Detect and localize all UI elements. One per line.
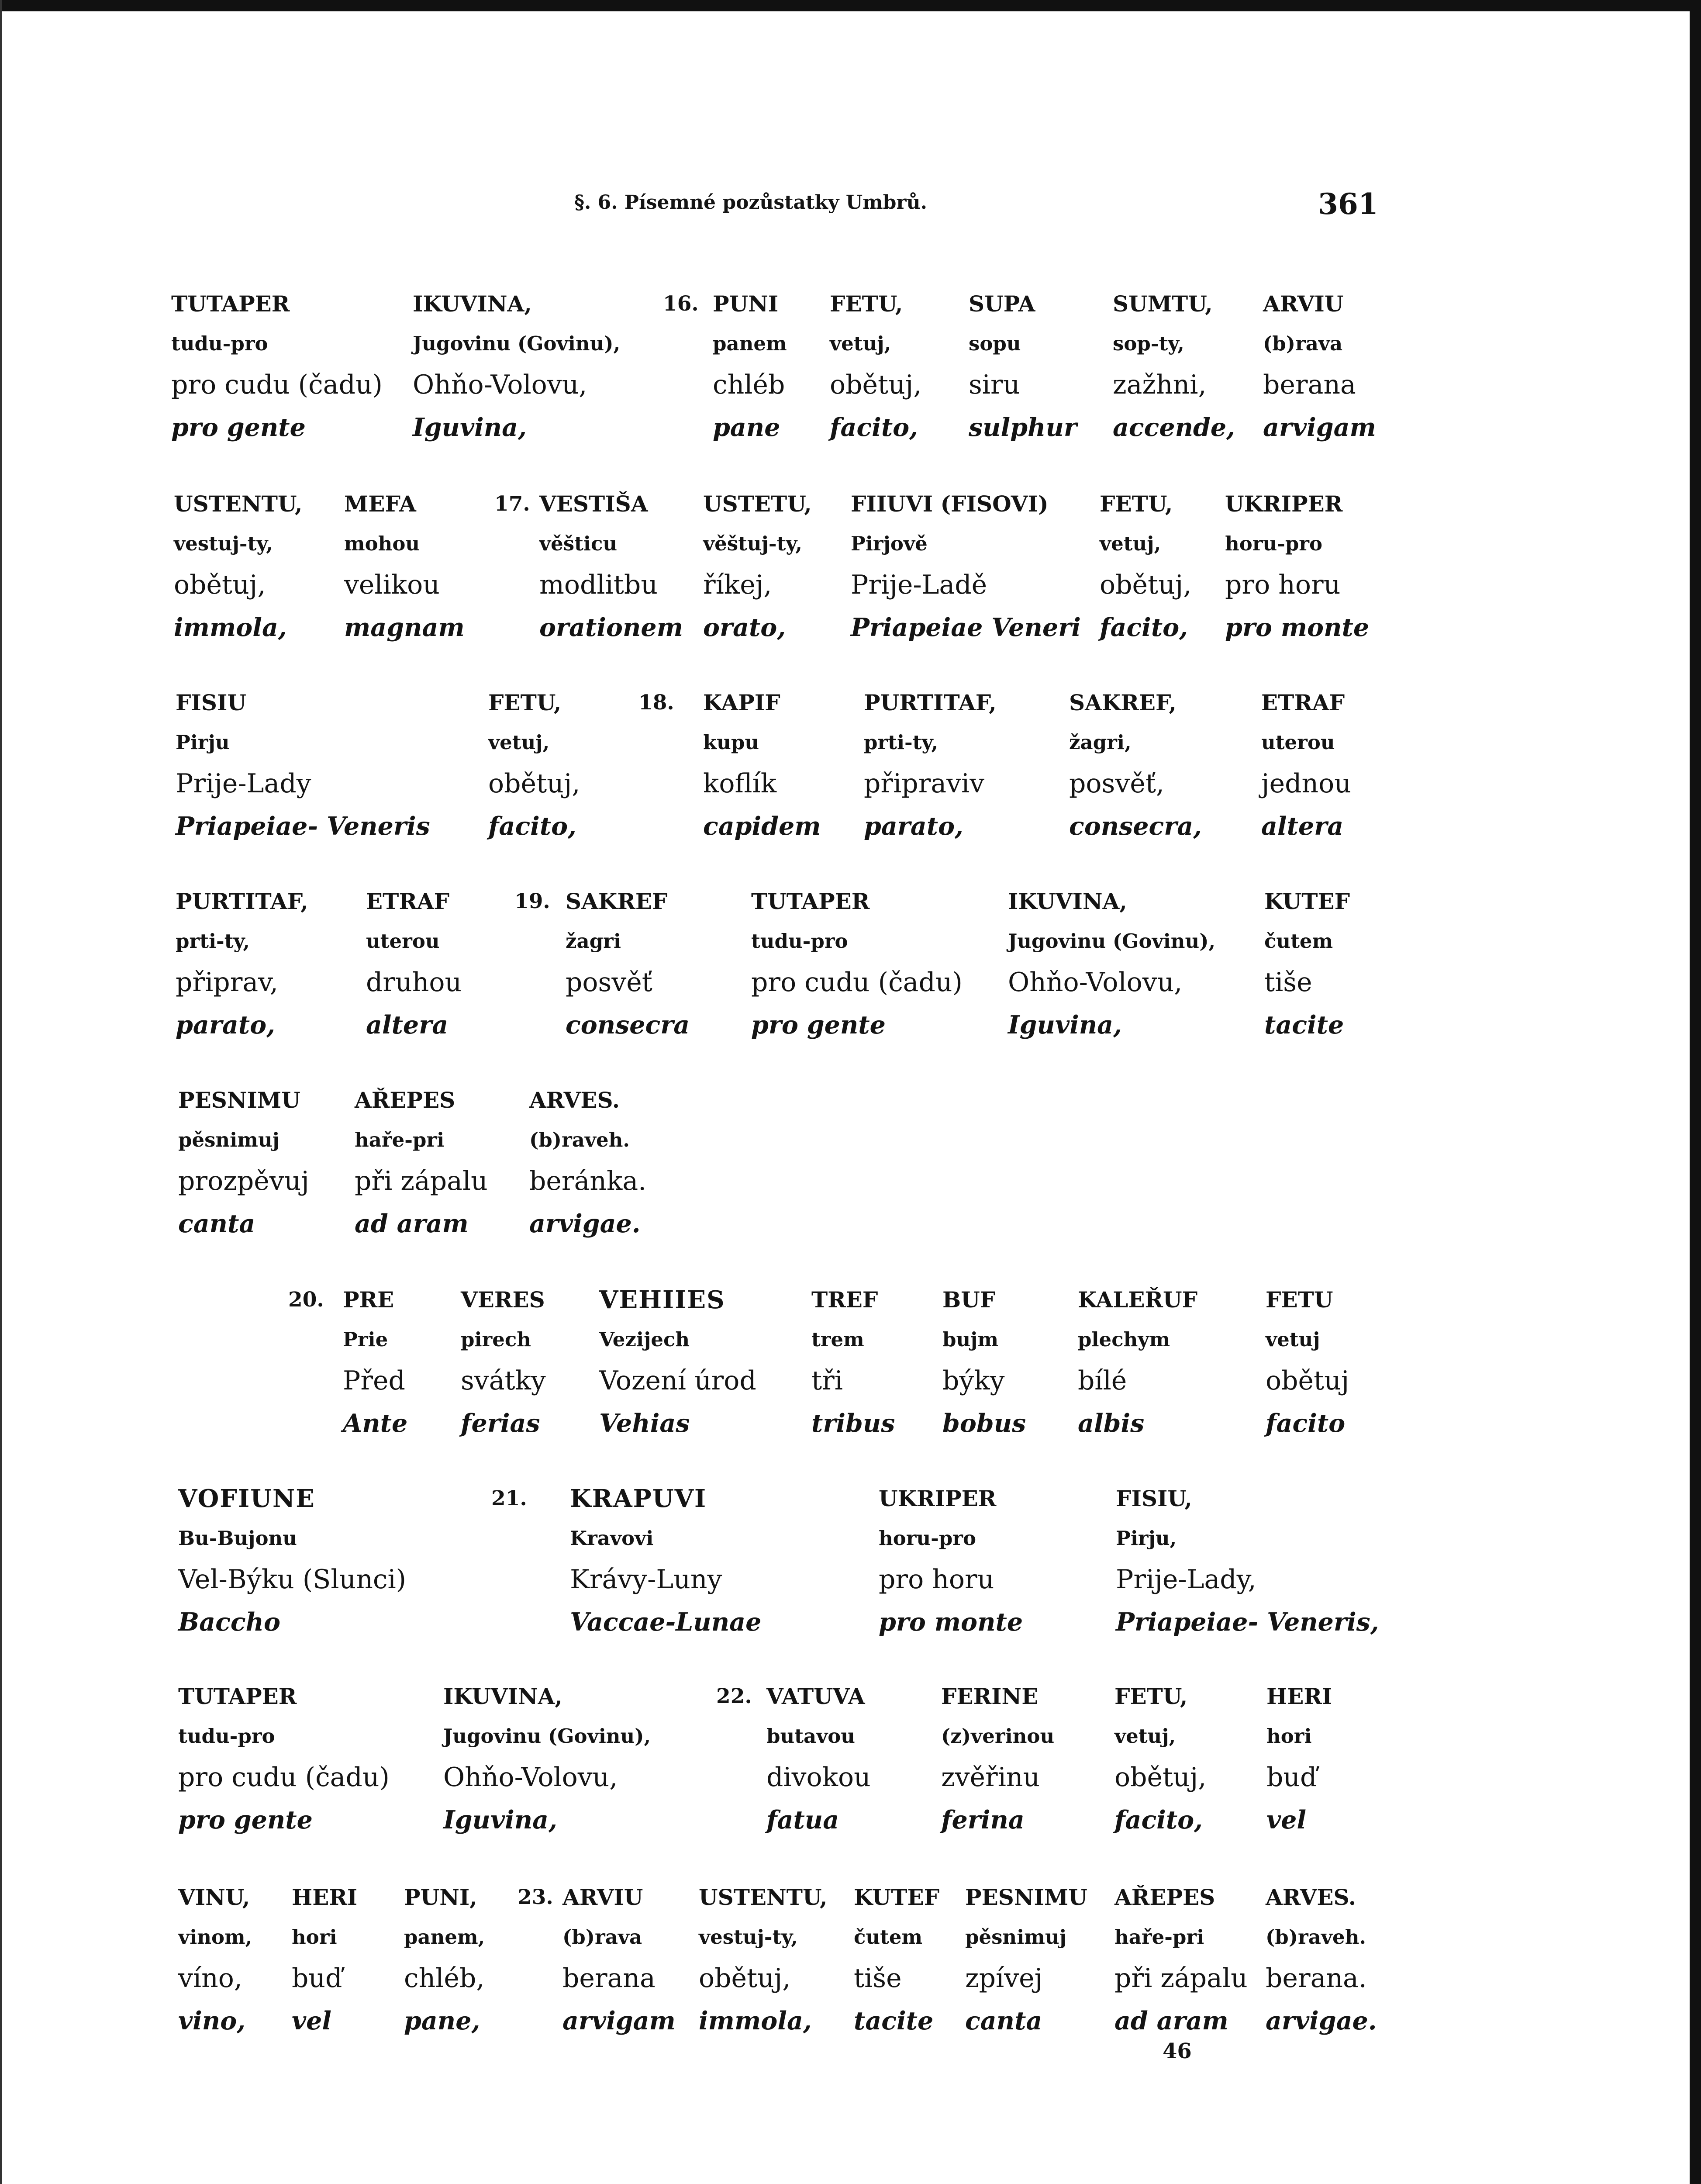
umbrian-word: FETU, (488, 690, 562, 715)
umbrian-word: VERES (461, 1287, 545, 1313)
czech-translation: obětuj, (1100, 570, 1192, 600)
gloss-column (176, 683, 430, 848)
transliteration: Pirju (176, 731, 230, 754)
gloss-column (488, 683, 580, 848)
umbrian-word: USTENTU, (174, 491, 303, 517)
latin-translation: canta (965, 2006, 1042, 2035)
gloss-column (1078, 1280, 1197, 1445)
gloss-column (344, 484, 465, 649)
czech-translation: buď (1266, 1762, 1317, 1793)
transliteration: žagri, (1069, 731, 1132, 754)
gloss-column (1266, 1280, 1349, 1445)
czech-translation: Prije-Ladě (851, 570, 987, 600)
umbrian-word: IKUVINA, (1008, 888, 1127, 914)
transliteration: tudu-pro (178, 1724, 275, 1748)
transliteration: pirech (461, 1328, 531, 1351)
czech-translation: při zápalu (1114, 1963, 1248, 1994)
gloss-column (942, 1280, 1026, 1445)
umbrian-word: VATUVA (766, 1683, 865, 1709)
latin-translation: facito, (1100, 613, 1188, 642)
umbrian-word: PUNI (713, 291, 779, 317)
latin-translation: ad aram (1114, 2006, 1228, 2035)
transliteration: (b)rava (562, 1925, 642, 1949)
transliteration: panem, (404, 1925, 485, 1949)
gloss-column (1069, 683, 1202, 848)
latin-translation: pro monte (1225, 613, 1370, 642)
latin-translation: ferias (461, 1409, 540, 1438)
latin-translation: Iguvina, (443, 1805, 557, 1835)
latin-translation: magnam (344, 613, 465, 642)
latin-translation: Vaccae-Lunae (570, 1607, 762, 1637)
umbrian-word: VOFIUNE (178, 1484, 315, 1513)
transliteration: hori (292, 1925, 337, 1949)
latin-translation: arvigam (562, 2006, 676, 2035)
czech-translation: připrav, (176, 967, 278, 998)
latin-translation: consecra (566, 1010, 690, 1040)
latin-translation: Ante (343, 1409, 408, 1438)
umbrian-word: FERINE (941, 1683, 1039, 1709)
umbrian-word: USTENTU, (699, 1884, 828, 1910)
latin-translation: orato, (703, 613, 786, 642)
gloss-column (343, 1280, 407, 1445)
gloss-column (404, 1877, 485, 2042)
czech-translation: berana (562, 1963, 656, 1994)
transliteration: uterou (1261, 731, 1335, 754)
czech-translation: svátky (461, 1365, 546, 1396)
czech-translation: pro horu (1225, 570, 1341, 600)
gloss-column (292, 1877, 357, 2042)
czech-translation: posvěť, (1069, 768, 1164, 799)
transliteration: vestuj-ty, (699, 1925, 798, 1949)
umbrian-word: TUTAPER (171, 291, 290, 317)
latin-translation: Baccho (178, 1607, 280, 1637)
latin-translation: vel (1266, 1805, 1307, 1835)
umbrian-word: TREF (811, 1287, 878, 1313)
umbrian-word: IKUVINA, (443, 1683, 562, 1709)
czech-translation: obětuj, (830, 370, 922, 400)
transliteration: mohou (344, 532, 420, 555)
czech-translation: Ohňo-Volovu, (443, 1762, 618, 1793)
czech-translation: berana (1263, 370, 1356, 400)
gloss-column (178, 1479, 406, 1644)
latin-translation: ferina (941, 1805, 1025, 1835)
gloss-column (570, 1479, 761, 1644)
umbrian-word: FETU, (1114, 1683, 1188, 1709)
umbrian-word: KUTEF (1264, 888, 1350, 914)
transliteration: tudu-pro (751, 930, 848, 953)
transliteration: uterou (366, 930, 440, 953)
gloss-column (766, 1676, 871, 1842)
latin-translation: accende, (1113, 413, 1235, 442)
latin-translation: parato, (176, 1010, 275, 1040)
transliteration: Jugovinu (Govinu), (1008, 930, 1216, 953)
umbrian-word: PURTITAF, (176, 888, 308, 914)
umbrian-word: FETU (1266, 1287, 1333, 1313)
umbrian-word: VINU, (178, 1884, 250, 1910)
line-number: 19. (514, 889, 550, 913)
latin-translation: altera (1261, 812, 1344, 841)
czech-translation: zažhni, (1113, 370, 1207, 400)
umbrian-word: ARVES. (529, 1087, 620, 1113)
umbrian-word: TUTAPER (751, 888, 870, 914)
umbrian-word: FISIU (176, 690, 246, 715)
line-number: 20. (288, 1288, 324, 1312)
latin-translation: tribus (811, 1409, 895, 1438)
gloss-column (1114, 1676, 1206, 1842)
transliteration: Bu-Bujonu (178, 1527, 297, 1550)
transliteration: věšticu (539, 532, 618, 555)
gloss-column (178, 1676, 390, 1842)
latin-translation: pro gente (178, 1805, 313, 1835)
latin-translation: consecra, (1069, 812, 1202, 841)
czech-translation: při zápalu (355, 1166, 488, 1196)
czech-translation: Ohňo-Volovu, (1008, 967, 1183, 998)
latin-translation: albis (1078, 1409, 1145, 1438)
transliteration: kupu (703, 731, 759, 754)
czech-translation: koflík (703, 768, 777, 799)
gloss-column (941, 1676, 1054, 1842)
latin-translation: immola, (699, 2006, 812, 2035)
gloss-column (713, 284, 787, 449)
czech-translation: pro cudu (čadu) (171, 370, 383, 400)
latin-translation: Priapeiae- Veneris (176, 812, 430, 841)
latin-translation: pane (713, 413, 780, 442)
czech-translation: siru (969, 370, 1020, 400)
gloss-column (1116, 1479, 1379, 1644)
transliteration: vetuj, (488, 731, 550, 754)
czech-translation: jednou (1261, 768, 1351, 799)
latin-translation: parato, (864, 812, 963, 841)
latin-translation: pro monte (879, 1607, 1023, 1637)
transliteration: vetuj, (830, 332, 891, 355)
transliteration: čutem (1264, 930, 1333, 953)
transliteration: věštuj-ty, (703, 532, 802, 555)
umbrian-word: SUMTU, (1113, 291, 1213, 317)
umbrian-word: IKUVINA, (413, 291, 532, 317)
transliteration: haře-pri (1114, 1925, 1204, 1949)
transliteration: sop-ty, (1113, 332, 1184, 355)
umbrian-word: ETRAF (1261, 690, 1345, 715)
czech-translation: modlitbu (539, 570, 658, 600)
transliteration: plechym (1078, 1328, 1170, 1351)
umbrian-word: UKRIPER (879, 1486, 997, 1511)
czech-translation: beránka. (529, 1166, 647, 1196)
latin-translation: Iguvina, (1008, 1010, 1122, 1040)
latin-translation: facito, (1114, 1805, 1203, 1835)
transliteration: sopu (969, 332, 1021, 355)
latin-translation: vino, (178, 2006, 246, 2035)
transliteration: vetuj (1266, 1328, 1320, 1351)
latin-translation: immola, (174, 613, 287, 642)
umbrian-word: ARVIU (1263, 291, 1344, 317)
gloss-column (1008, 881, 1215, 1047)
umbrian-word: UKRIPER (1225, 491, 1343, 517)
gloss-column (539, 484, 683, 649)
gloss-column (562, 1877, 676, 2042)
line-number: 21. (491, 1486, 527, 1510)
czech-translation: velikou (344, 570, 440, 600)
umbrian-word: MEFA (344, 491, 416, 517)
umbrian-word: PUNI, (404, 1884, 477, 1910)
gloss-column (566, 881, 690, 1047)
line-number: 18. (638, 691, 674, 715)
gloss-column (751, 881, 963, 1047)
czech-translation: divokou (766, 1762, 871, 1793)
gloss-column (171, 284, 383, 449)
gloss-column (443, 1676, 651, 1842)
transliteration: vestuj-ty, (174, 532, 273, 555)
czech-translation: posvěť (566, 967, 652, 998)
czech-translation: pro cudu (čadu) (178, 1762, 390, 1793)
latin-translation: capidem (703, 812, 821, 841)
umbrian-word: PURTITAF, (864, 690, 997, 715)
czech-translation: druhou (366, 967, 462, 998)
transliteration: tudu-pro (171, 332, 268, 355)
latin-translation: vel (292, 2006, 332, 2035)
gloss-column (1261, 683, 1351, 848)
czech-translation: tři (811, 1365, 843, 1396)
latin-translation: pro gente (171, 413, 306, 442)
czech-translation: tiše (854, 1963, 902, 1994)
gloss-column (174, 484, 302, 649)
gloss-column (1114, 1877, 1248, 2042)
gloss-column (851, 484, 1081, 649)
gloss-column (854, 1877, 939, 2042)
transliteration: Vezijech (599, 1328, 690, 1351)
gloss-column (1266, 1676, 1332, 1842)
gloss-column (703, 683, 821, 848)
latin-translation: pane, (404, 2006, 480, 2035)
czech-translation: říkej, (703, 570, 772, 600)
umbrian-word: KAPIF (703, 690, 780, 715)
transliteration: horu-pro (1225, 532, 1323, 555)
transliteration: (b)raveh. (529, 1128, 630, 1151)
czech-translation: víno, (178, 1963, 242, 1994)
transliteration: prti-ty, (864, 731, 938, 754)
transliteration: prti-ty, (176, 930, 250, 953)
czech-translation: chléb (713, 370, 785, 400)
gloss-column (178, 1877, 252, 2042)
transliteration: Prie (343, 1328, 388, 1351)
transliteration: bujm (942, 1328, 999, 1351)
umbrian-word: SAKREF (566, 888, 668, 914)
transliteration: vinom, (178, 1925, 252, 1949)
umbrian-word: SAKREF, (1069, 690, 1177, 715)
umbrian-word: HERI (1266, 1683, 1332, 1709)
czech-translation: býky (942, 1365, 1005, 1396)
latin-translation: facito, (488, 812, 577, 841)
transliteration: Pirju, (1116, 1527, 1177, 1550)
umbrian-word: AŘEPES (355, 1087, 455, 1113)
gloss-column (366, 881, 462, 1047)
czech-translation: Vození úrod (599, 1365, 756, 1396)
umbrian-word: SUPA (969, 291, 1035, 317)
umbrian-word: ETRAF (366, 888, 450, 914)
latin-translation: facito (1266, 1409, 1346, 1438)
czech-translation: Vel-Býku (Slunci) (178, 1564, 407, 1595)
transliteration: (b)raveh. (1266, 1925, 1366, 1949)
czech-translation: Krávy-Luny (570, 1564, 722, 1595)
czech-translation: obětuj, (174, 570, 266, 600)
gloss-column (1264, 881, 1350, 1047)
umbrian-word: AŘEPES (1114, 1884, 1215, 1910)
umbrian-word: KUTEF (854, 1884, 940, 1910)
transliteration: haře-pri (355, 1128, 445, 1151)
umbrian-word: FETU, (830, 291, 903, 317)
gloss-column (355, 1080, 488, 1245)
latin-translation: arvigae. (1266, 2006, 1377, 2035)
czech-translation: Před (343, 1365, 405, 1396)
latin-translation: pro gente (751, 1010, 886, 1040)
line-number: 22. (716, 1684, 752, 1708)
czech-translation: zpívej (965, 1963, 1043, 1994)
gloss-column (1225, 484, 1369, 649)
latin-translation: fatua (766, 1805, 839, 1835)
gloss-column (176, 881, 308, 1047)
latin-translation: bobus (942, 1409, 1026, 1438)
czech-translation: pro horu (879, 1564, 994, 1595)
line-number: 16. (663, 292, 699, 316)
latin-translation: orationem (539, 613, 683, 642)
signature-mark: 46 (1163, 2039, 1192, 2063)
transliteration: žagri (566, 930, 621, 953)
transliteration: pěsnimuj (178, 1128, 279, 1151)
transliteration: Pirjově (851, 532, 928, 555)
czech-translation: Prije-Lady, (1116, 1564, 1256, 1595)
gloss-column (699, 1877, 827, 2042)
umbrian-word: ARVES. (1266, 1884, 1356, 1910)
latin-translation: Iguvina, (413, 413, 527, 442)
czech-translation: berana. (1266, 1963, 1367, 1994)
umbrian-word: HERI (292, 1884, 358, 1910)
czech-translation: Prije-Lady (176, 768, 311, 799)
umbrian-word: VESTIŠA (539, 491, 648, 517)
umbrian-word: FETU, (1100, 491, 1173, 517)
czech-translation: Ohňo-Volovu, (413, 370, 587, 400)
line-number: 23. (518, 1885, 553, 1909)
gloss-column (703, 484, 812, 649)
line-number: 17. (494, 492, 530, 516)
gloss-column (811, 1280, 895, 1445)
umbrian-word: KRAPUVI (570, 1484, 707, 1513)
latin-translation: tacite (1264, 1010, 1344, 1040)
latin-translation: ad aram (355, 1209, 469, 1238)
czech-translation: obětuj, (488, 768, 580, 799)
czech-translation: buď (292, 1963, 342, 1994)
transliteration: pěsnimuj (965, 1925, 1066, 1949)
umbrian-word: KALEŘUF (1078, 1287, 1198, 1313)
transliteration: čutem (854, 1925, 923, 1949)
gloss-column (599, 1280, 756, 1445)
transliteration: Kravovi (570, 1527, 654, 1550)
czech-translation: připraviv (864, 768, 985, 799)
transliteration: (z)verinou (941, 1724, 1055, 1748)
gloss-column (965, 1877, 1087, 2042)
umbrian-word: FIIUVI (FISOVI) (851, 491, 1049, 517)
czech-translation: chléb, (404, 1963, 485, 1994)
czech-translation: obětuj (1266, 1365, 1349, 1396)
latin-translation: arvigae. (529, 1209, 641, 1238)
umbrian-word: PESNIMU (178, 1087, 300, 1113)
umbrian-word: PESNIMU (965, 1884, 1087, 1910)
umbrian-word: PRE (343, 1287, 394, 1313)
gloss-column (879, 1479, 1023, 1644)
transliteration: Jugovinu (Govinu), (413, 332, 621, 355)
latin-translation: Priapeiae- Veneris, (1116, 1607, 1379, 1637)
latin-translation: Priapeiae Veneri (851, 613, 1081, 642)
gloss-column (830, 284, 921, 449)
czech-translation: obětuj, (699, 1963, 791, 1994)
transliteration: hori (1266, 1724, 1312, 1748)
latin-translation: facito, (830, 413, 918, 442)
latin-translation: Vehias (599, 1409, 690, 1438)
umbrian-word: ARVIU (562, 1884, 643, 1910)
gloss-column (1113, 284, 1235, 449)
czech-translation: bílé (1078, 1365, 1127, 1396)
transliteration: panem (713, 332, 787, 355)
gloss-column (864, 683, 997, 848)
gloss-column (1266, 1877, 1377, 2042)
latin-translation: tacite (854, 2006, 934, 2035)
latin-translation: altera (366, 1010, 449, 1040)
umbrian-word: VEHIIES (599, 1286, 725, 1314)
gloss-column (413, 284, 620, 449)
running-title: §. 6. Písemné pozůstatky Umbrů. (574, 191, 927, 214)
gloss-column (178, 1080, 309, 1245)
latin-translation: canta (178, 1209, 255, 1238)
transliteration: butavou (766, 1724, 856, 1748)
transliteration: (b)rava (1263, 332, 1343, 355)
latin-translation: sulphur (969, 413, 1077, 442)
transliteration: trem (811, 1328, 864, 1351)
gloss-column (1263, 284, 1376, 449)
transliteration: vetuj, (1100, 532, 1161, 555)
umbrian-word: TUTAPER (178, 1683, 297, 1709)
transliteration: Jugovinu (Govinu), (443, 1724, 651, 1748)
umbrian-word: FISIU, (1116, 1486, 1192, 1511)
gloss-column (461, 1280, 546, 1445)
czech-translation: obětuj, (1114, 1762, 1207, 1793)
gloss-column (529, 1080, 646, 1245)
gloss-column (969, 284, 1077, 449)
gloss-column (1100, 484, 1191, 649)
umbrian-word: USTETU, (703, 491, 812, 517)
latin-translation: arvigam (1263, 413, 1376, 442)
transliteration: vetuj, (1114, 1724, 1176, 1748)
czech-translation: zvěřinu (941, 1762, 1040, 1793)
czech-translation: tiše (1264, 967, 1312, 998)
umbrian-word: BUF (942, 1287, 996, 1313)
czech-translation: prozpěvuj (178, 1166, 309, 1196)
transliteration: horu-pro (879, 1527, 976, 1550)
page-number: 361 (1318, 187, 1378, 221)
czech-translation: pro cudu (čadu) (751, 967, 963, 998)
